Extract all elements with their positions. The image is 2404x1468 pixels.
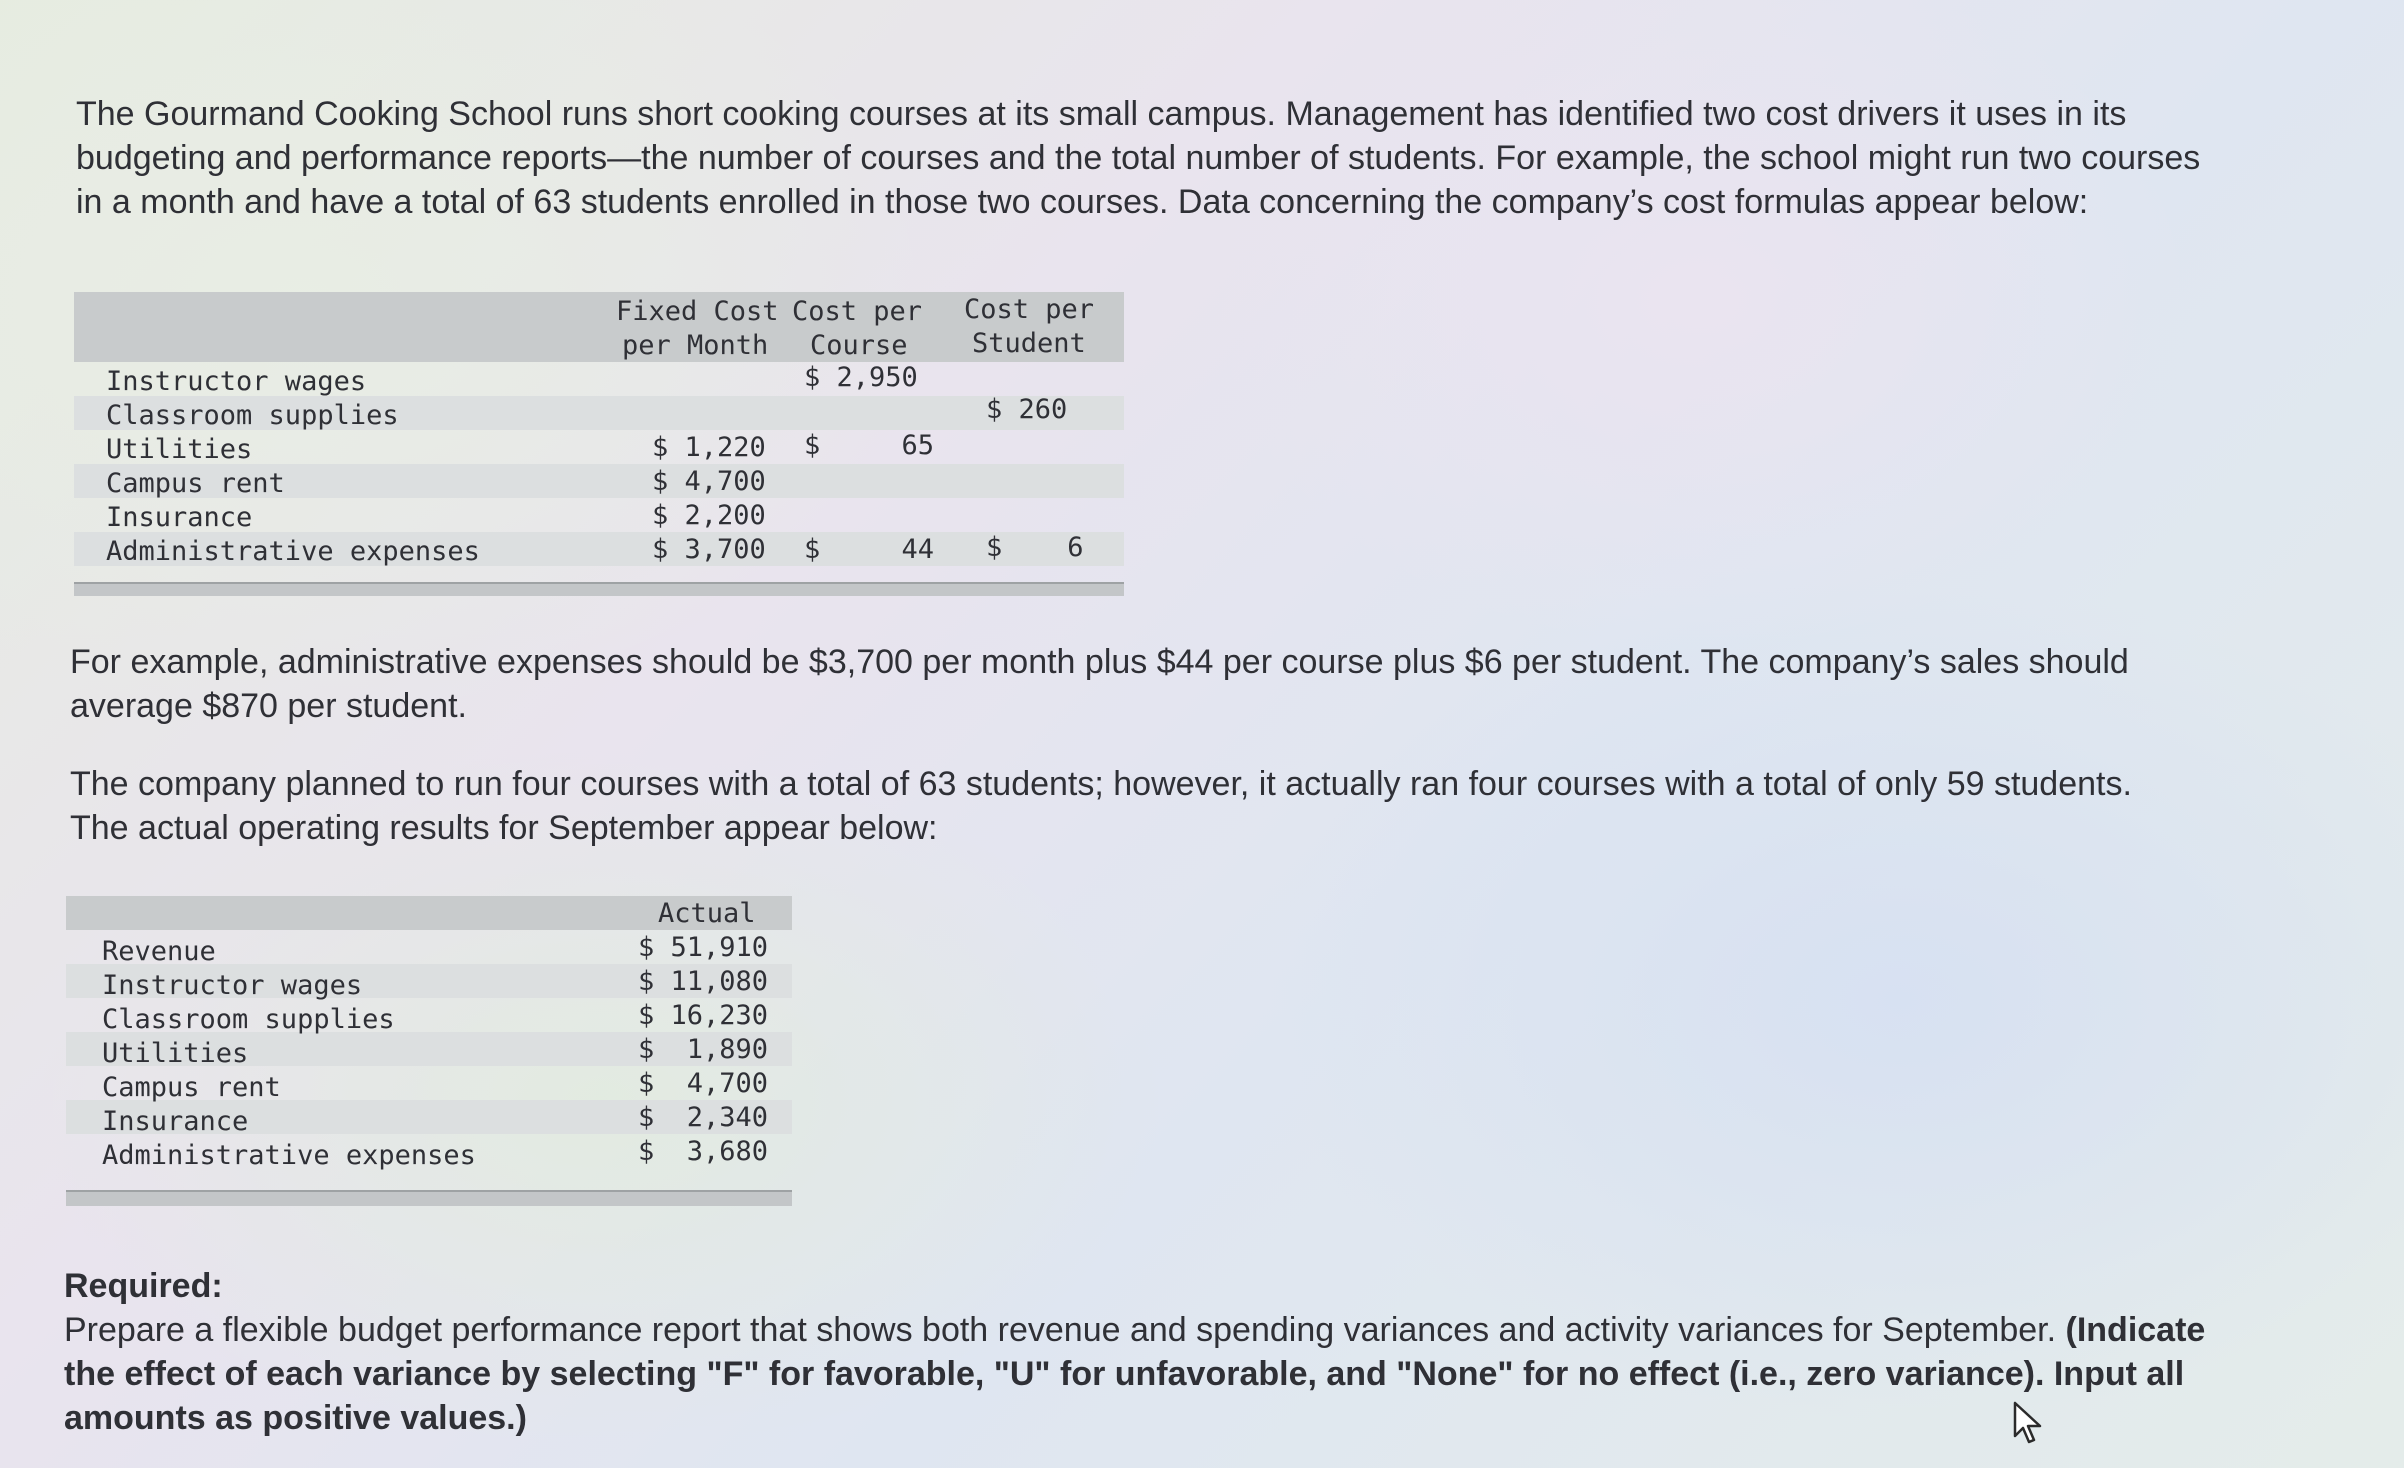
- fixed-cost-value: $ 3,700: [652, 534, 766, 565]
- row-label: Revenue: [102, 936, 216, 967]
- cost-formula-table: [74, 292, 1124, 602]
- actual-value: $ 3,680: [638, 1136, 769, 1167]
- row-label: Classroom supplies: [102, 1004, 395, 1035]
- required-instruction: (Indicate the effect of each variance by selecting "F" for favorable, "U" for unfavorable, and "None" for no effect (i.e., zero variance). Input all amounts as positive values.): [64, 1311, 2206, 1437]
- actual-value: $ 11,080: [638, 966, 769, 997]
- actual-value: $ 1,890: [638, 1034, 769, 1065]
- column-header-course: Cost per: [792, 296, 923, 327]
- row-label: Administrative expenses: [106, 536, 480, 567]
- row-label: Utilities: [102, 1038, 249, 1069]
- actual-value: $ 4,700: [638, 1068, 769, 1099]
- row-label: Insurance: [102, 1106, 249, 1137]
- course-cost-value: $ 65: [804, 430, 935, 461]
- row-label: Campus rent: [106, 468, 285, 499]
- fixed-cost-value: $ 2,200: [652, 500, 766, 531]
- row-label: Classroom supplies: [106, 400, 399, 431]
- planned-paragraph: The company planned to run four courses with a total of 63 students; however, it actually ran four courses with a total of only 59 students. The actual operating results for September appear below:: [70, 765, 2132, 847]
- column-header-actual: Actual: [658, 898, 756, 929]
- required-heading: Required:: [64, 1267, 223, 1305]
- student-cost-value: $ 6: [986, 532, 1084, 563]
- table-bottom-rule: [66, 1190, 792, 1206]
- column-header-student: Cost per: [964, 294, 1095, 325]
- student-cost-value: $ 260: [986, 394, 1068, 425]
- course-cost-value: $ 44: [804, 534, 935, 565]
- example-paragraph: For example, administrative expenses should be $3,700 per month plus $44 per course plus $6 per student. The company’s sales should average $870 per student.: [70, 643, 2129, 725]
- row-label: Administrative expenses: [102, 1140, 476, 1171]
- required-text: Prepare a flexible budget performance report that shows both revenue and spending variances and activity variances for September.: [64, 1311, 2057, 1349]
- fixed-cost-value: $ 1,220: [652, 432, 766, 463]
- course-cost-value: $ 2,950: [804, 362, 918, 393]
- actual-value: $ 2,340: [638, 1102, 769, 1133]
- row-label: Instructor wages: [102, 970, 363, 1001]
- column-header-fixed: per Month: [622, 330, 769, 361]
- row-label: Utilities: [106, 434, 253, 465]
- intro-paragraph: The Gourmand Cooking School runs short cooking courses at its small campus. Management has identified two cost drivers it uses in its budgeting and performance reports—the number of courses and the total number of students. For example, the school might run two courses in a month and have a total of 63 students enrolled in those two courses. Data concerning the company’s cost formulas appear below:: [76, 95, 2201, 221]
- actual-results-table: [66, 896, 792, 1210]
- fixed-cost-value: $ 4,700: [652, 466, 766, 497]
- row-label: Campus rent: [102, 1072, 281, 1103]
- actual-value: $ 16,230: [638, 1000, 769, 1031]
- actual-value: $ 51,910: [638, 932, 769, 963]
- column-header-fixed: Fixed Cost: [616, 296, 779, 327]
- column-header-course: Course: [810, 330, 908, 361]
- mouse-pointer-icon: [2012, 1400, 2046, 1451]
- required-section: [64, 1264, 2264, 1440]
- table-bottom-rule: [74, 582, 1124, 596]
- column-header-student: Student: [972, 328, 1086, 359]
- row-label: Instructor wages: [106, 366, 367, 397]
- row-label: Insurance: [106, 502, 253, 533]
